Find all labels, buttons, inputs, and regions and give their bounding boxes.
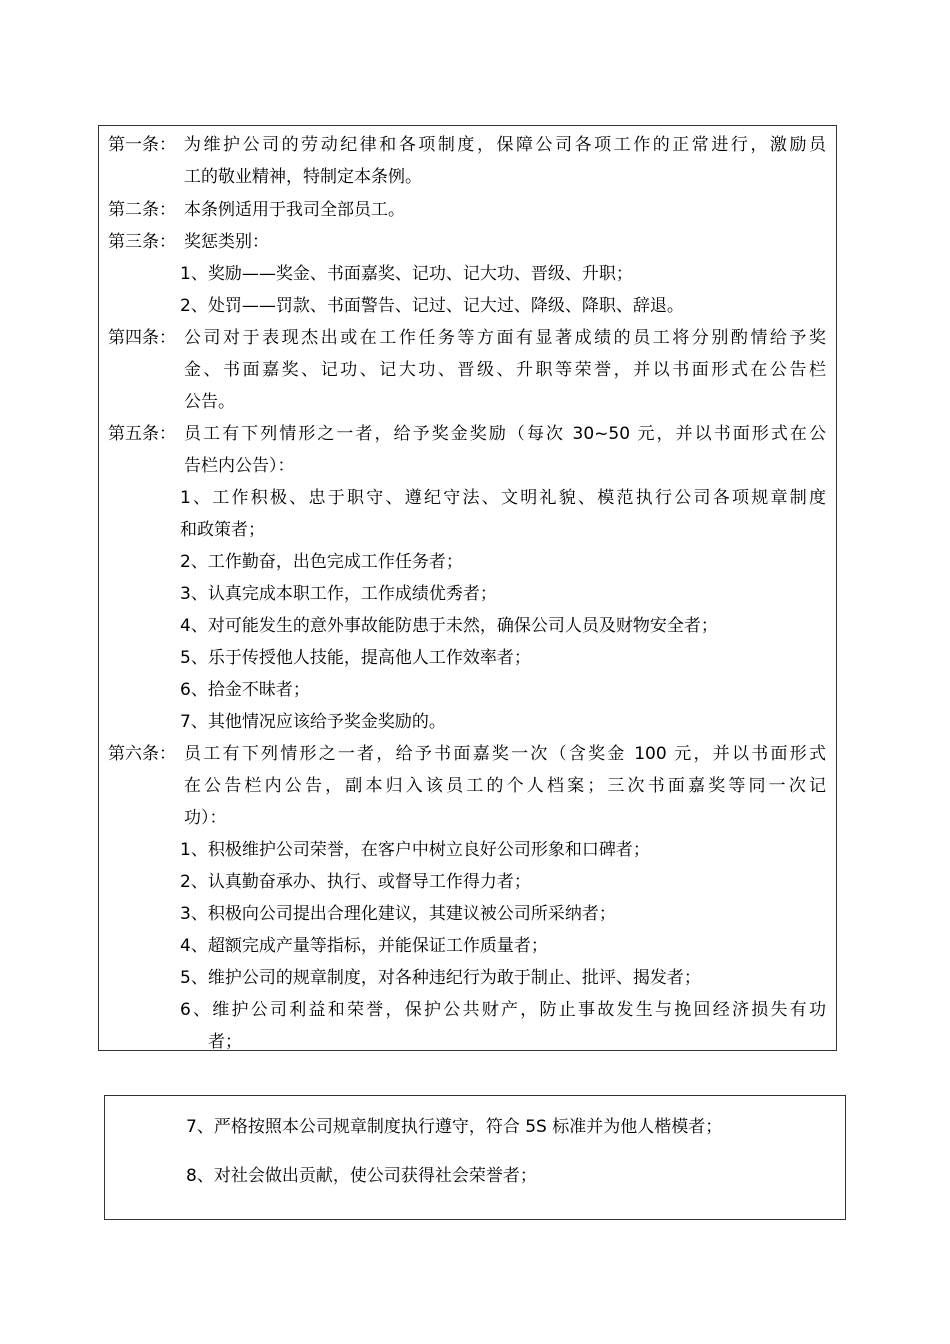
article-1-label: 第一条： <box>108 135 176 155</box>
article-6-item-3: 3、积极向公司提出合理化建议，其建议被公司所采纳者； <box>180 904 616 924</box>
article-1-line-1: 为维护公司的劳动纪律和各项制度，保障公司各项工作的正常进行，激励员 <box>184 135 826 155</box>
article-5-item-3: 3、认真完成本职工作，工作成绩优秀者； <box>180 584 497 604</box>
article-3-item-2: 2、处罚——罚款、书面警告、记过、记大过、降级、降职、辞退。 <box>180 296 684 316</box>
article-5-item-6: 6、拾金不昧者； <box>180 680 310 700</box>
article-6-item-6-cont: 者； <box>208 1032 242 1052</box>
article-3-label: 第三条： <box>108 232 176 252</box>
article-2-label: 第二条： <box>108 200 176 220</box>
article-6-line-1: 员工有下列情形之一者，给予书面嘉奖一次（含奖金 100 元，并以书面形式 <box>184 744 826 764</box>
article-6-item-6: 6、维护公司利益和荣誉，保护公共财产，防止事故发生与挽回经济损失有功 <box>180 1000 826 1020</box>
article-5-line-1: 员工有下列情形之一者，给予奖金奖励（每次 30~50 元，并以书面形式在公 <box>184 424 826 444</box>
article-6-item-5: 5、维护公司的规章制度，对各种违纪行为敢于制止、批评、揭发者； <box>180 968 701 988</box>
article-5-item-4: 4、对可能发生的意外事故能防患于未然，确保公司人员及财物安全者； <box>180 616 718 636</box>
article-2-line-1: 本条例适用于我司全部员工。 <box>184 200 405 220</box>
article-6-item-4: 4、超额完成产量等指标，并能保证工作质量者； <box>180 936 548 956</box>
article-3-line-1: 奖惩类别： <box>184 232 269 252</box>
article-5-item-1-cont: 和政策者； <box>180 520 265 540</box>
continuation-item-8: 8、对社会做出贡献，使公司获得社会荣誉者； <box>186 1166 537 1186</box>
article-5-item-5: 5、乐于传授他人技能，提高他人工作效率者； <box>180 648 531 668</box>
article-5-item-1: 1、工作积极、忠于职守、遵纪守法、文明礼貌、模范执行公司各项规章制度 <box>180 488 826 508</box>
article-4-label: 第四条： <box>108 328 176 348</box>
article-5-item-2: 2、工作勤奋，出色完成工作任务者； <box>180 552 463 572</box>
article-6-label: 第六条： <box>108 744 176 764</box>
article-3-item-1: 1、奖励——奖金、书面嘉奖、记功、记大功、晋级、升职； <box>180 264 633 284</box>
regulations-table-page2 <box>104 1095 846 1220</box>
article-6-item-2: 2、认真勤奋承办、执行、或督导工作得力者； <box>180 872 531 892</box>
article-4-line-2: 金、书面嘉奖、记功、记大功、晋级、升职等荣誉，并以书面形式在公告栏 <box>184 360 826 380</box>
article-1-line-2: 工的敬业精神，特制定本条例。 <box>184 167 422 187</box>
article-6-line-2: 在公告栏内公告，副本归入该员工的个人档案；三次书面嘉奖等同一次记 <box>184 776 826 796</box>
article-4-line-3: 公告。 <box>184 392 235 412</box>
article-5-line-2: 告栏内公告）： <box>184 456 295 476</box>
article-5-label: 第五条： <box>108 424 176 444</box>
article-6-item-1: 1、积极维护公司荣誉，在客户中树立良好公司形象和口碑者； <box>180 840 650 860</box>
continuation-item-7: 7、严格按照本公司规章制度执行遵守，符合 5S 标准并为他人楷模者； <box>186 1117 723 1137</box>
article-5-item-7: 7、其他情况应该给予奖金奖励的。 <box>180 712 446 732</box>
article-4-line-1: 公司对于表现杰出或在工作任务等方面有显著成绩的员工将分别酌情给予奖 <box>184 328 826 348</box>
article-6-line-3: 功）： <box>184 808 227 828</box>
